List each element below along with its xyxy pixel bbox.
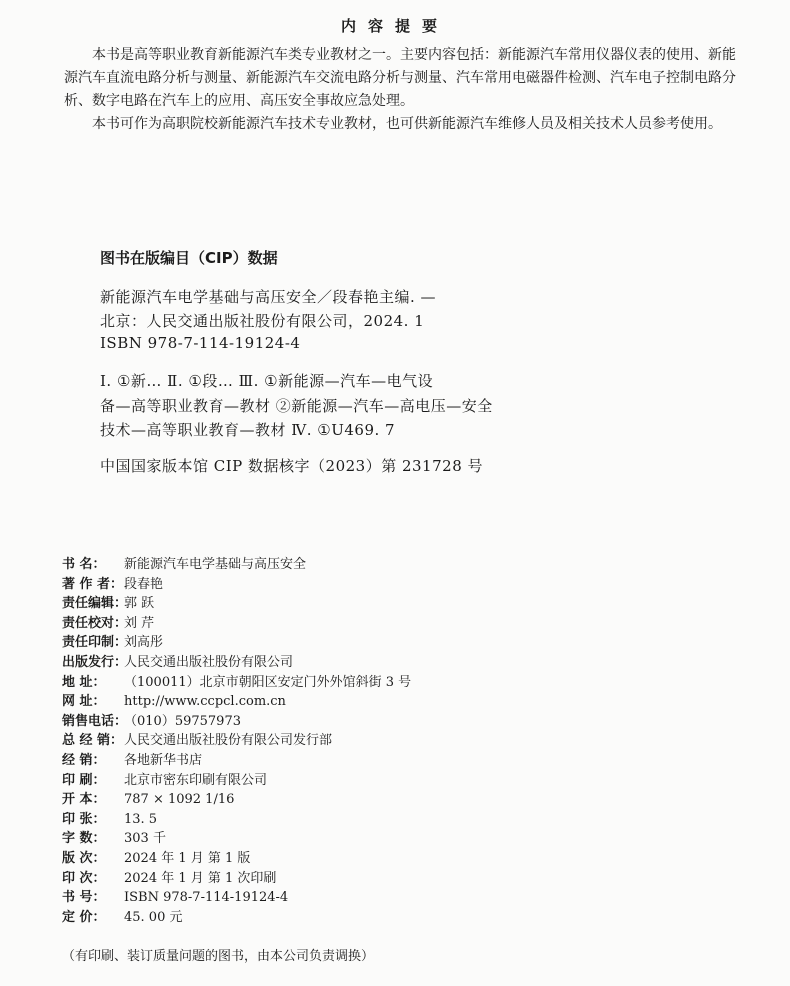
colophon-label: 出版发行： <box>62 654 128 670</box>
cip-line: 北京：人民交通出版社股份有限公司，2024. 1 <box>100 312 425 330</box>
colophon-row <box>62 614 411 634</box>
colophon-value: 人民交通出版社股份有限公司 <box>124 654 294 670</box>
colophon-row <box>62 653 411 673</box>
colophon-label: 书 号： <box>62 890 106 906</box>
colophon-value: 刘 芹 <box>124 615 155 631</box>
colophon-value: 人民交通出版社股份有限公司发行部 <box>124 733 333 749</box>
colophon-value: 各地新华书店 <box>124 752 203 768</box>
colophon-label: 责任印制： <box>62 635 128 651</box>
colophon-value: ISBN 978-7-114-19124-4 <box>124 890 289 906</box>
colophon-value: 刘高彤 <box>124 635 164 651</box>
colophon-label: 总 经 销： <box>62 733 124 749</box>
colophon-label: 印 张： <box>62 811 106 827</box>
cip-title: 图书在版编目（CIP）数据 <box>100 249 278 267</box>
summary <box>64 44 744 136</box>
colophon-label: 销售电话： <box>62 713 128 729</box>
colophon-row <box>62 790 411 810</box>
colophon-row <box>62 575 411 595</box>
colophon <box>62 555 411 927</box>
colophon-label: 责任编辑： <box>62 596 128 612</box>
colophon-row <box>62 888 411 908</box>
colophon-value: 段春艳 <box>124 576 164 592</box>
cip-line: 新能源汽车电学基础与高压安全／段春艳主编. — <box>100 288 437 306</box>
colophon-label: 责任校对： <box>62 615 128 631</box>
colophon-label: 著 作 者： <box>62 576 124 592</box>
colophon-row <box>62 712 411 732</box>
colophon-value: 303 千 <box>124 831 166 847</box>
colophon-label: 书 名： <box>62 557 106 572</box>
colophon-label: 网 址： <box>62 694 106 710</box>
quality-note: （有印刷、装订质量问题的图书，由本公司负责调换） <box>62 949 375 964</box>
colophon-row <box>62 555 411 575</box>
colophon-value: （100011）北京市朝阳区安定门外外馆斜街 3 号 <box>124 674 412 690</box>
colophon-row <box>62 849 411 869</box>
colophon-value: 新能源汽车电学基础与高压安全 <box>124 557 307 572</box>
colophon-row <box>62 692 411 712</box>
colophon-label: 经 销： <box>62 752 106 768</box>
colophon-row <box>62 771 411 791</box>
colophon-value: 45. 00 元 <box>124 909 183 925</box>
colophon-row <box>62 829 411 849</box>
colophon-label: 版 次： <box>62 850 106 866</box>
colophon-row <box>62 633 411 653</box>
colophon-label: 印 刷： <box>62 772 106 788</box>
summary-paragraph-2: 本书可作为高职院校新能源汽车技术专业教材，也可供新能源汽车维修人员及相关技术人员参考使用。 <box>92 116 722 132</box>
summary-paragraph-1: 本书是高等职业教育新能源汽车类专业教材之一。主要内容包括：新能源汽车常用仪器仪表的使用、新能源汽车直流电路分析与测量、新能源汽车交流电路分析与测量、汽车常用电磁器件检测、汽车电子控制电路分析、数字电路在汽车上的应用、高压安全事故应急处理。 <box>64 47 736 109</box>
colophon-value: 2024 年 1 月 第 1 版 <box>124 850 251 866</box>
colophon-label: 字 数： <box>62 831 106 847</box>
colophon-value: 北京市密东印刷有限公司 <box>124 772 268 788</box>
cip-line: 中国国家版本馆 CIP 数据核字（2023）第 231728 号 <box>100 457 484 475</box>
cip-line: Ⅰ. ①新… Ⅱ. ①段… Ⅲ. ①新能源—汽车—电气设 <box>100 372 434 390</box>
colophon-row <box>62 594 411 614</box>
colophon-row <box>62 908 411 928</box>
colophon-label: 地 址： <box>62 674 106 690</box>
colophon-value: http://www.ccpcl.com.cn <box>124 694 286 710</box>
cip-line: 技术—高等职业教育—教材 Ⅳ. ①U469. 7 <box>100 421 396 439</box>
colophon-value: （010）59757973 <box>124 713 241 729</box>
colophon-value: 郭 跃 <box>124 596 155 612</box>
cip-line: ISBN 978-7-114-19124-4 <box>100 334 301 352</box>
colophon-row <box>62 869 411 889</box>
colophon-row <box>62 673 411 693</box>
colophon-value: 2024 年 1 月 第 1 次印刷 <box>124 870 277 886</box>
colophon-row <box>62 810 411 830</box>
cip-line: 备—高等职业教育—教材 ②新能源—汽车—高电压—安全 <box>100 397 493 415</box>
colophon-label: 印 次： <box>62 870 106 886</box>
colophon-label: 定 价： <box>62 909 106 925</box>
colophon-row <box>62 751 411 771</box>
colophon-row <box>62 731 411 751</box>
colophon-value: 787 × 1092 1/16 <box>124 792 235 808</box>
colophon-label: 开 本： <box>62 792 106 808</box>
page-heading: 内容提要 <box>340 17 449 35</box>
colophon-value: 13. 5 <box>124 811 158 827</box>
